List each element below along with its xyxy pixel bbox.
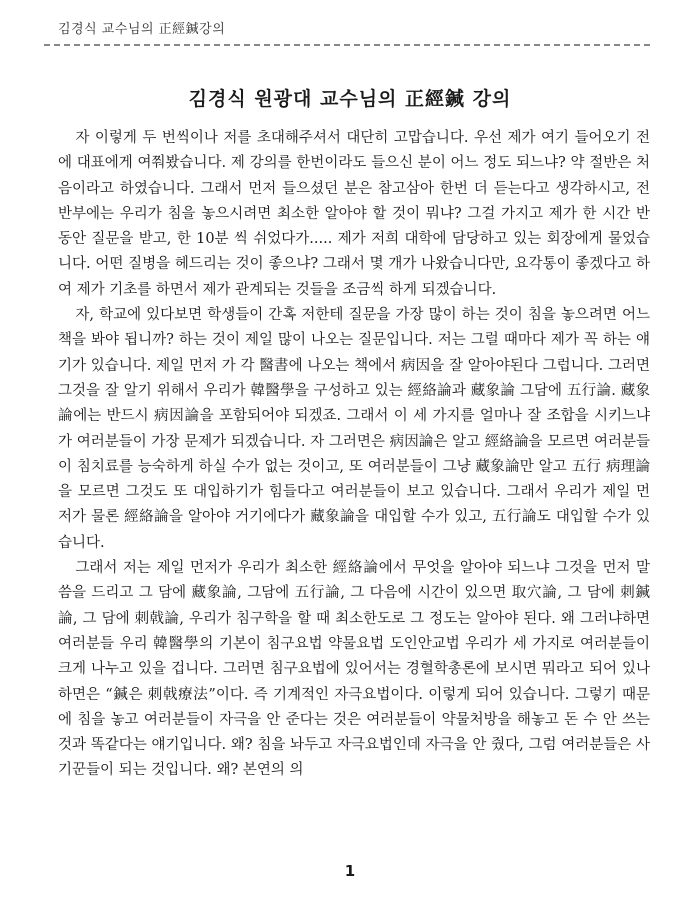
paragraph: 자, 학교에 있다보면 학생들이 간혹 저한테 질문을 가장 많이 하는 것이 침을 놓으려면 어느 책을 봐야 됩니까? 하는 것이 제일 많이 나오는 질문입니다. 저는 그럴 때마다 제가 꼭 하는 얘기가 있습니다. 제일 먼저 가 각 醫書에 나오는 책에서 病因을 잘 알아야된다 그럽니다. 그러면 그것을 잘 알기 위해서 우리가 韓醫學을 구성하고 있는 經絡論과 藏象論 그담에 五行論. 藏象論에는 반드시 病因論을 포함되어야 되겠죠. 그래서 이 세 가지를 얼마나 잘 조합을 시키느냐가 여러분들이 가장 문제가 되겠습니다. 자 그러면은 病因論은 알고 經絡論을 모르면 여러분들이 침치료를 능숙하게 하실 수가 없는 것이고, 또 여러분들이 그냥 藏象論만 알고 五行 病理論을 모르면 그것도 또 대입하기가 힘들다고 여러분들이 보고 있습니다. 그래서 우리가 제일 먼저가 물론 經絡論을 알아야 거기에다가 藏象論을 대입할 수가 있고, 五行論도 대입할 수가 있습니다. xyxy=(58,307,650,551)
page-number: 1 xyxy=(344,862,356,880)
running-header: 김경식 교수님의 正經鍼강의 xyxy=(58,22,226,37)
paragraph: 자 이렇게 두 번씩이나 저를 초대해주셔서 대단히 고맙습니다. 우선 제가 여기 들어오기 전에 대표에게 여쭤봤습니다. 제 강의를 한번이라도 들으신 분이 어느 정도 되느냐? 약 절반은 처음이라고 하였습니다. 그래서 먼저 들으셨던 분은 참고삼아 한번 더 듣는다고 생각하시고, 전반부에는 우리가 침을 놓으시려면 최소한 알아야 할 것이 뭐냐? 그걸 가지고 제가 한 시간 반 동안 질문을 받고, 한 10분 씩 쉬었다가..... 제가 저희 대학에 담당하고 있는 회장에게 물었습니다. 어떤 질병을 헤드리는 것이 좋으냐? 그래서 몇 개가 나왔습니다만, 요각통이 좋겠다고 하여 제가 기초를 하면서 제가 관계되는 것들을 조금씩 하게 되겠습니다. xyxy=(58,130,650,298)
paragraph: 그래서 저는 제일 먼저가 우리가 최소한 經絡論에서 무엇을 알아야 되느냐 그것을 먼저 말씀을 드리고 그 담에 藏象論, 그담에 五行論, 그 다음에 시간이 있으면 取穴論, 그 담에 刺鍼論, 그 담에 刺戟論, 우리가 침구학을 할 때 최소한도로 그 정도는 알아야 된다. 왜 그러냐하면 여러분들 우리 韓醫學의 기본이 침구요법 약물요법 도인안교법 우리가 세 가지로 여러분들이 크게 나누고 있을 겁니다. 그러면 침구요법에 있어서는 경혈학총론에 보시면 뭐라고 되어 있나 하면은 “鍼은 刺戟療法”이다. 즉 기계적인 자극요법이다. 이렇게 되어 있습니다. 그렇기 때문에 침을 놓고 여러분들이 자극을 안 준다는 것은 여러분들이 약물처방을 해놓고 돈 수 안 쓰는 것과 똑같다는 얘기입니다. 왜? 침을 놔두고 자극요법인데 자극을 안 줬다, 그럼 여러분들은 사기꾼들이 되는 것입니다. 왜? 본연의 의 xyxy=(58,560,650,779)
header-divider xyxy=(44,44,650,46)
document-title: 김경식 원광대 교수님의 正經鍼 강의 xyxy=(188,88,512,110)
lecture-body xyxy=(58,126,650,784)
